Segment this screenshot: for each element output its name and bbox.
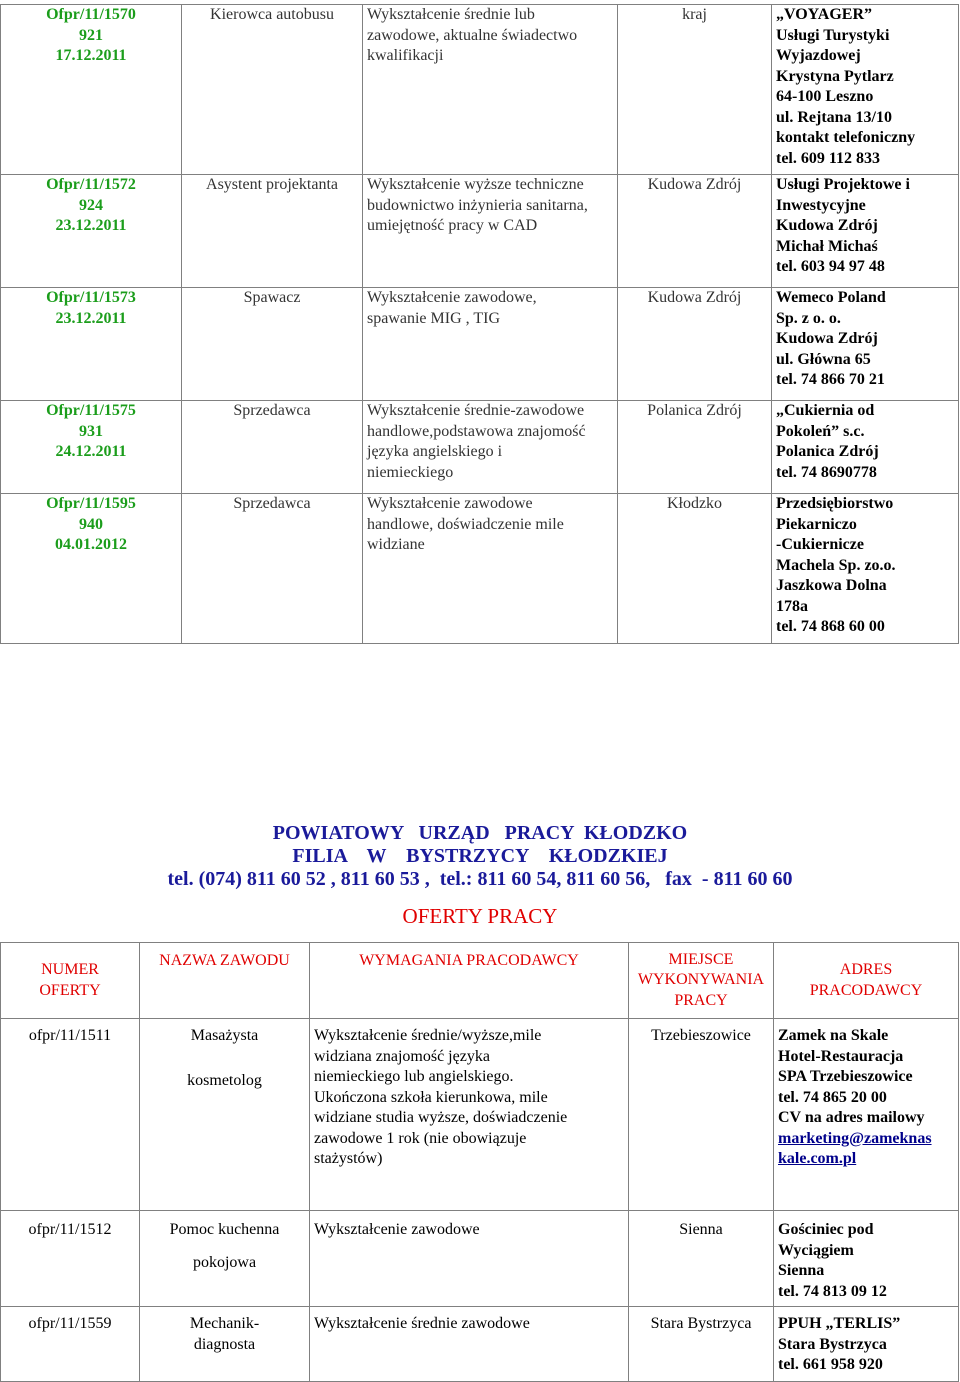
job-title: Kierowca autobusu: [182, 5, 363, 175]
requirements: Wykształcenie wyższe techniczne budownictwo inżynieria sanitarna, umiejętność pracy w CAD: [363, 175, 618, 288]
requirements: Wykształcenie średnie lub zawodowe, aktualne świadectwo kwalifikacji: [363, 5, 618, 175]
column-header-number: NUMER OFERTY: [1, 943, 140, 1019]
work-location: kraj: [618, 5, 772, 175]
offer-number: ofpr/11/1559: [1, 1307, 140, 1382]
table-row: [1, 5, 959, 175]
work-location: Kłodzko: [618, 494, 772, 644]
employer-address: Zamek na Skale Hotel-Restauracja SPA Trzebieszowice tel. 74 865 20 00 CV na adres mailowy marketing@zameknas kale.com.pl: [774, 1019, 959, 1211]
offer-number: Ofpr/11/1575 931 24.12.2011: [1, 401, 182, 494]
table-row: [1, 494, 959, 644]
job-title: Sprzedawca: [182, 401, 363, 494]
table-row: [1, 175, 959, 288]
work-location: Kudowa Zdrój: [618, 175, 772, 288]
offer-number: Ofpr/11/1595 940 04.01.2012: [1, 494, 182, 644]
employer-address: Gościniec pod Wyciągiem Sienna tel. 74 813 09 12: [774, 1211, 959, 1307]
office-name: POWIATOWY URZĄD PRACY KŁODZKO: [272, 822, 688, 844]
table-row: [1, 1211, 959, 1307]
employer-email-link-cont[interactable]: kale.com.pl: [778, 1150, 857, 1167]
job-title: Asystent projektanta: [182, 175, 363, 288]
table-row: [1, 288, 959, 401]
work-location: Sienna: [629, 1211, 774, 1307]
offer-number: Ofpr/11/1572 924 23.12.2011: [1, 175, 182, 288]
column-header-job: NAZWA ZAWODU: [140, 943, 310, 1019]
employer-address: Wemeco Poland Sp. z o. o. Kudowa Zdrój ul. Główna 65 tel. 74 866 70 21: [772, 288, 959, 401]
employer-address: „VOYAGER” Usługi Turystyki Wyjazdowej Krystyna Pytlarz 64-100 Leszno ul. Rejtana 13/10 kontakt telefoniczny tel. 609 112 833: [772, 5, 959, 175]
work-location: Trzebieszowice: [629, 1019, 774, 1211]
office-branch: FILIA W BYSTRZYCY KŁODZKIEJ: [292, 845, 668, 867]
offer-number: ofpr/11/1512: [1, 1211, 140, 1307]
work-location: Polanica Zdrój: [618, 401, 772, 494]
table-header-row: [1, 943, 959, 1019]
table-row: [1, 1307, 959, 1382]
employer-email-link[interactable]: marketing@zameknas: [778, 1129, 932, 1147]
column-header-location: MIEJSCE WYKONYWANIA PRACY: [629, 943, 774, 1019]
work-location: Kudowa Zdrój: [618, 288, 772, 401]
offer-number: ofpr/11/1511: [1, 1019, 140, 1211]
requirements: Wykształcenie średnie-zawodowe handlowe,podstawowa znajomość języka angielskiego i niemieckiego: [363, 401, 618, 494]
table-row: [1, 401, 959, 494]
requirements: Wykształcenie średnie zawodowe: [310, 1307, 629, 1382]
requirements: Wykształcenie zawodowe handlowe, doświadczenie mile widziane: [363, 494, 618, 644]
offers-table-bottom: [0, 942, 959, 1382]
employer-address: Przedsiębiorstwo Piekarniczo -Cukiernicze Machela Sp. zo.o. Jaszkowa Dolna 178a tel. 74 868 60 00: [772, 494, 959, 644]
page-title: OFERTY PRACY: [402, 904, 558, 928]
column-header-employer: ADRES PRACODAWCY: [774, 943, 959, 1019]
employer-address: Usługi Projektowe i Inwestycyjne Kudowa Zdrój Michał Michaś tel. 603 94 97 48: [772, 175, 959, 288]
requirements: Wykształcenie zawodowe, spawanie MIG , TIG: [363, 288, 618, 401]
office-contact: tel. (074) 811 60 52 , 811 60 53 , tel.: 811 60 54, 811 60 56, fax - 811 60 60: [167, 868, 793, 890]
requirements: Wykształcenie zawodowe: [310, 1211, 629, 1307]
employer-address: PPUH „TERLIS” Stara Bystrzyca tel. 661 958 920: [774, 1307, 959, 1382]
job-title: Sprzedawca: [182, 494, 363, 644]
requirements: Wykształcenie średnie/wyższe,mile widziana znajomość języka niemieckiego lub angielskiego. Ukończona szkoła kierunkowa, mile widziane studia wyższe, doświadczenie zawodowe 1 rok (nie obowiązuje stażystów): [310, 1019, 629, 1211]
job-title: Pomoc kuchenna pokojowa: [140, 1211, 310, 1307]
table-row: [1, 1019, 959, 1211]
offer-number: Ofpr/11/1573 23.12.2011: [1, 288, 182, 401]
employer-address: „Cukiernia od Pokoleń” s.c. Polanica Zdrój tel. 74 8690778: [772, 401, 959, 494]
job-title: Masażysta kosmetolog: [140, 1019, 310, 1211]
offers-table-top: [0, 4, 959, 644]
column-header-requirements: WYMAGANIA PRACODAWCY: [310, 943, 629, 1019]
work-location: Stara Bystrzyca: [629, 1307, 774, 1382]
job-title: Mechanik- diagnosta: [140, 1307, 310, 1382]
offer-number: Ofpr/11/1570 921 17.12.2011: [1, 5, 182, 175]
job-title: Spawacz: [182, 288, 363, 401]
office-header: [0, 822, 960, 891]
